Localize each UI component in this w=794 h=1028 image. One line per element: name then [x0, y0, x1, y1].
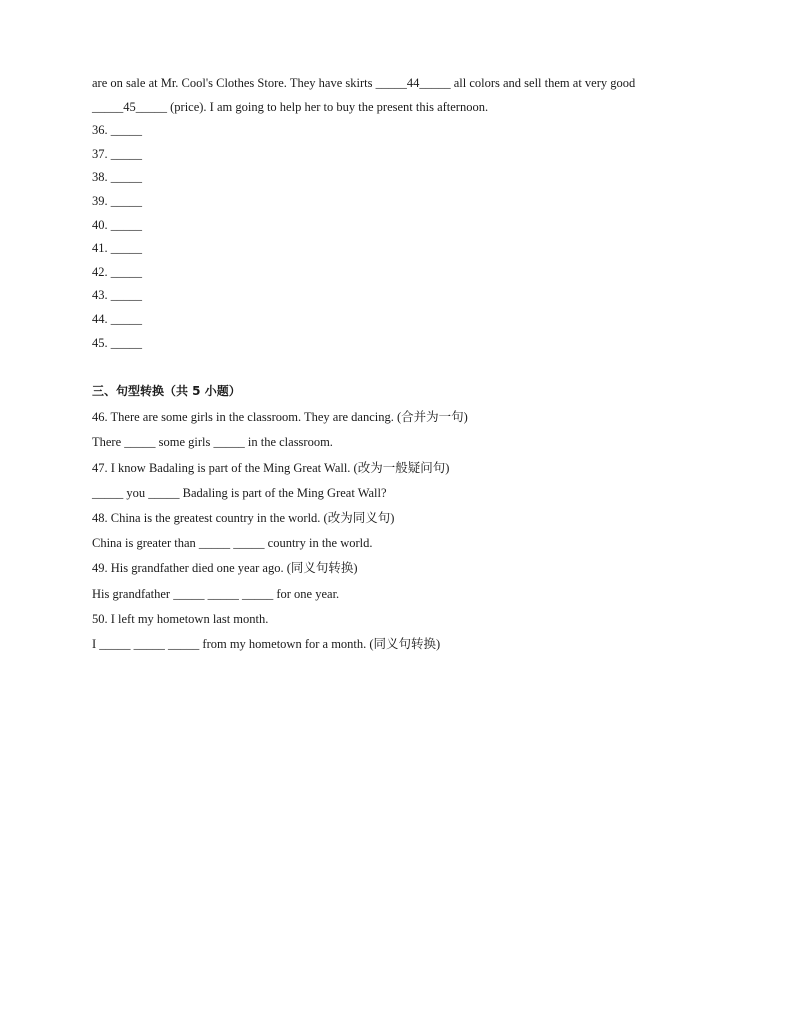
answer-blank-44[interactable]: 44. _____ [92, 311, 142, 326]
question-49: 49. His grandfather died one year ago. (同义句转换) [92, 561, 358, 576]
question-47: 47. I know Badaling is part of the Ming Great Wall. (改为一般疑问句) [92, 460, 450, 475]
answer-blank-40[interactable]: 40. _____ [92, 217, 142, 232]
answer-49[interactable]: His grandfather _____ _____ _____ for one year. [92, 586, 340, 601]
section-title: 三、句型转换（共 5 小题） [92, 384, 241, 399]
passage-line-2: _____45_____ (price). I am going to help her to buy the present this afternoon. [92, 99, 489, 114]
answer-blank-43[interactable]: 43. _____ [92, 288, 142, 303]
question-46: 46. There are some girls in the classroom. They are dancing. (合并为一句) [92, 410, 468, 425]
answer-blank-38[interactable]: 38. _____ [92, 170, 142, 185]
answer-46[interactable]: There _____ some girls _____ in the classroom. [92, 435, 333, 450]
answer-blank-41[interactable]: 41. _____ [92, 241, 142, 256]
answer-blank-37[interactable]: 37. _____ [92, 146, 142, 161]
answer-50[interactable]: I _____ _____ _____ from my hometown for a month. (同义句转换) [92, 636, 441, 651]
content [92, 72, 712, 657]
question-48: 48. China is the greatest country in the world. (改为同义句) [92, 510, 395, 525]
sentence-transform-list [92, 405, 712, 657]
answer-47[interactable]: _____ you _____ Badaling is part of the Ming Great Wall? [92, 485, 387, 500]
answer-blank-45[interactable]: 45. _____ [92, 335, 142, 350]
passage-line-1: are on sale at Mr. Cool's Clothes Store. They have skirts _____44_____ all colors and sell them at very good [92, 76, 636, 90]
answer-blank-36[interactable]: 36. _____ [92, 123, 142, 138]
answer-48[interactable]: China is greater than _____ _____ country in the world. [92, 536, 373, 551]
question-50: 50. I left my hometown last month. [92, 611, 269, 626]
answer-blank-42[interactable]: 42. _____ [92, 264, 142, 279]
answer-list [92, 119, 712, 355]
answer-blank-39[interactable]: 39. _____ [92, 193, 142, 208]
spacer [92, 355, 712, 378]
